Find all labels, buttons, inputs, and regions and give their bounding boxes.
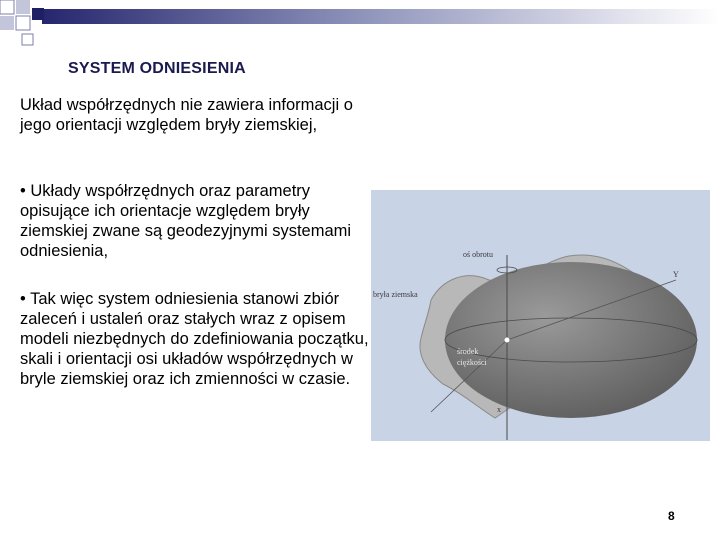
- label-axis-x: x: [497, 405, 501, 414]
- ellipsoid-shape: [445, 262, 697, 418]
- paragraph-coordinate-system: Układ współrzędnych nie zawiera informacji o jego orientacji względem bryły ziemskiej,: [20, 96, 353, 134]
- slide-title: SYSTEM ODNIESIENIA: [68, 60, 246, 77]
- label-axis-y: Y: [673, 270, 679, 279]
- header-banner-decoration: [0, 0, 720, 50]
- paragraph-reference-system-definition: • Tak więc system odniesienia stanowi zbiór zaleceń i ustaleń oraz stałych wraz z opisem modeli niezbędnych do zdefiniowania początku, skali i orientacji osi układów współrzędnych w bryle ziemskiej oraz ich zmienności w czasie.: [20, 290, 369, 388]
- page-number: 8: [668, 509, 675, 523]
- earth-reference-figure: [371, 190, 710, 441]
- center-of-mass-point: [505, 338, 510, 343]
- label-earth-body: bryła ziemska: [373, 290, 418, 299]
- paragraph-geodetic-reference: • Układy współrzędnych oraz parametry opisujące ich orientacje względem bryły ziemskiej zwane są geodezyjnymi systemami odniesienia,: [20, 182, 352, 260]
- label-center-of-mass-1: środek: [457, 347, 479, 356]
- label-center-of-mass-2: ciężkości: [457, 358, 487, 367]
- figure-graphic: [371, 190, 710, 441]
- label-axis-of-rotation: oś obrotu: [463, 250, 493, 259]
